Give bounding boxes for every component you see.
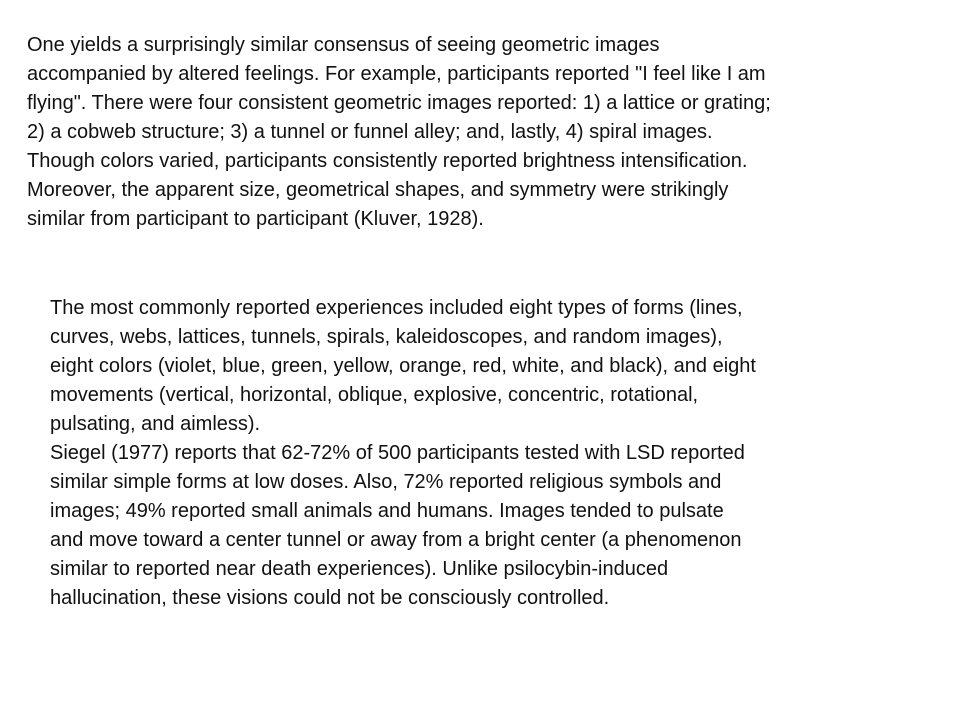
text-line: and move toward a center tunnel or away from a bright center (a phenomenon — [50, 529, 742, 551]
text-line: hallucination, these visions could not be consciously controlled. — [50, 587, 610, 609]
text-line: images; 49% reported small animals and humans. Images tended to pulsate — [50, 500, 724, 522]
text-line: The most commonly reported experiences included eight types of forms (lines, — [50, 297, 743, 319]
text-line: One yields a surprisingly similar consensus of seeing geometric images — [27, 34, 660, 56]
paragraph-common-experiences — [50, 294, 930, 439]
text-line: similar simple forms at low doses. Also, 72% reported religious symbols and — [50, 471, 722, 493]
text-line: similar to reported near death experiences). Unlike psilocybin-induced — [50, 558, 669, 580]
text-line: accompanied by altered feelings. For example, participants reported "I feel like I am — [27, 63, 766, 85]
text-line: movements (vertical, horizontal, oblique, explosive, concentric, rotational, — [50, 384, 699, 406]
text-line: eight colors (violet, blue, green, yellow, orange, red, white, and black), and eight — [50, 355, 756, 377]
text-block-lsd-experiences — [50, 294, 930, 613]
text-line: pulsating, and aimless). — [50, 413, 261, 435]
text-line: Moreover, the apparent size, geometrical shapes, and symmetry were strikingly — [27, 179, 729, 201]
text-line: similar from participant to participant (Kluver, 1928). — [27, 208, 484, 230]
text-line: flying". There were four consistent geometric images reported: 1) a lattice or grating; — [27, 92, 771, 114]
text-line: Though colors varied, participants consistently reported brightness intensification. — [27, 150, 748, 172]
text-line: 2) a cobweb structure; 3) a tunnel or funnel alley; and, lastly, 4) spiral images. — [27, 121, 713, 143]
text-line: curves, webs, lattices, tunnels, spirals, kaleidoscopes, and random images), — [50, 326, 723, 348]
paragraph-kluver-consensus — [27, 31, 937, 234]
text-line: Siegel (1977) reports that 62-72% of 500 participants tested with LSD reported — [50, 442, 745, 464]
paragraph-siegel-report — [50, 439, 930, 613]
